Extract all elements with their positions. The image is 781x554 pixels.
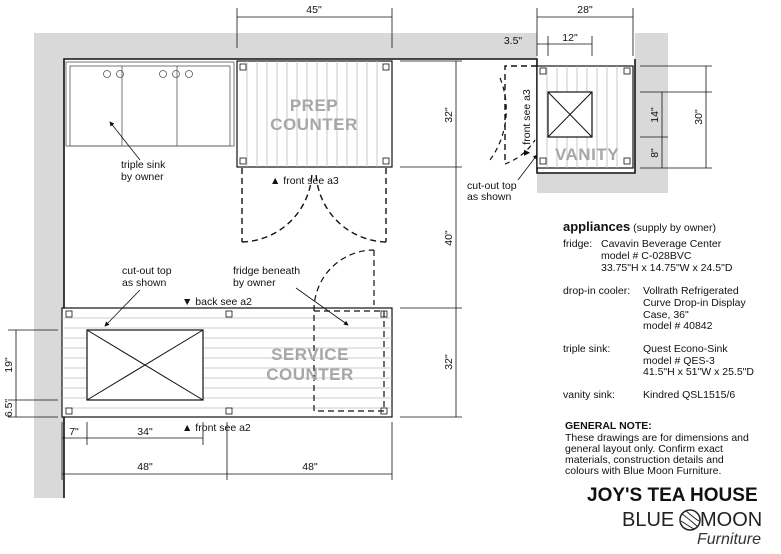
general-note-heading: GENERAL NOTE: [565, 420, 652, 432]
appliance-cooler-line: Vollrath Refrigerated [643, 285, 739, 297]
brand-right: MOON [700, 509, 763, 531]
dim-bottom-7: 7" [69, 426, 79, 438]
appliances-heading-note: (supply by owner) [633, 222, 716, 234]
dim-vanity-sink: 12" [562, 32, 578, 44]
vanity-label: VANITY [554, 145, 620, 164]
dim-vanity-8: 8" [649, 148, 661, 158]
dim-left-6-5: 6.5" [3, 398, 15, 418]
cutout-note-right-2: as shown [467, 191, 512, 203]
dim-left-19: 19" [3, 357, 15, 373]
appliance-vanity-name: vanity sink: [563, 389, 615, 401]
service-counter [62, 250, 392, 417]
appliance-sink-line: Quest Econo-Sink [643, 343, 728, 355]
dim-bottom-48a: 48" [137, 461, 153, 473]
dim-prep-width: 45" [306, 4, 322, 16]
cutout-note-left-2: as shown [122, 277, 167, 289]
dim-vanity-width: 28" [577, 4, 593, 16]
front-see-a2: ▲ front see a2 [182, 422, 251, 434]
triple-sink-note-2: by owner [121, 171, 164, 183]
prep-counter-label-1: PREP [289, 96, 339, 115]
appliance-fridge-line: model # C-028BVC [601, 250, 692, 262]
appliance-fridge-name: fridge: [563, 238, 593, 250]
fridge-note-1: fridge beneath [233, 265, 301, 277]
dim-vanity-30: 30" [693, 109, 705, 125]
brand-sub: Furniture [697, 531, 762, 548]
appliance-sink-name: triple sink: [563, 343, 611, 355]
appliance-vanity-line: Kindred QSL1515/6 [643, 389, 736, 401]
appliance-cooler-line: Curve Drop-in Display [643, 297, 746, 309]
general-note-line: These drawings are for dimensions and [565, 432, 749, 444]
service-counter-label-2: COUNTER [266, 365, 354, 384]
dim-aisle: 40" [443, 230, 455, 246]
appliance-cooler-line: Case, 36" [643, 309, 689, 321]
fridge-note-2: by owner [233, 277, 276, 289]
front-see-a3-vanity: ▼ front see a3 [521, 89, 533, 158]
prep-counter-label-2: COUNTER [270, 115, 358, 134]
brand-left: BLUE [622, 509, 675, 531]
appliance-sink-line: 41.5"H x 51"W x 25.5"D [643, 366, 754, 378]
appliance-fridge-line: Cavavin Beverage Center [601, 238, 722, 250]
appliances-heading: appliances [563, 219, 631, 234]
appliances-heading-row [563, 221, 716, 234]
general-note-line: colours with Blue Moon Furniture. [565, 465, 722, 477]
dim-bottom-34: 34" [137, 426, 153, 438]
cutout-note-left-1: cut-out top [122, 265, 172, 277]
front-see-a3-prep: ▲ front see a3 [270, 175, 339, 187]
back-see-a2: ▼ back see a2 [182, 296, 252, 308]
appliance-sink-line: model # QES-3 [643, 355, 715, 367]
dim-vanity-offset: 3.5" [503, 35, 523, 47]
appliance-cooler-name: drop-in cooler: [563, 285, 631, 297]
general-note-line: materials, construction details and [565, 454, 724, 466]
general-note-line: general layout only. Confirm exact [565, 443, 723, 455]
appliance-fridge-line: 33.75"H x 14.75"W x 24.5"D [601, 262, 733, 274]
project-title: JOY'S TEA HOUSE [587, 485, 758, 506]
dim-service-depth: 32" [443, 354, 455, 370]
service-counter-label-1: SERVICE [271, 345, 349, 364]
triple-sink-note-1: triple sink [121, 159, 166, 171]
dim-bottom-48b: 48" [302, 461, 318, 473]
cutout-note-right-1: cut-out top [467, 180, 517, 192]
dim-vanity-14: 14" [649, 107, 661, 123]
triple-sink [66, 62, 234, 146]
dim-prep-depth: 32" [443, 107, 455, 123]
appliance-cooler-line: model # 40842 [643, 320, 713, 332]
